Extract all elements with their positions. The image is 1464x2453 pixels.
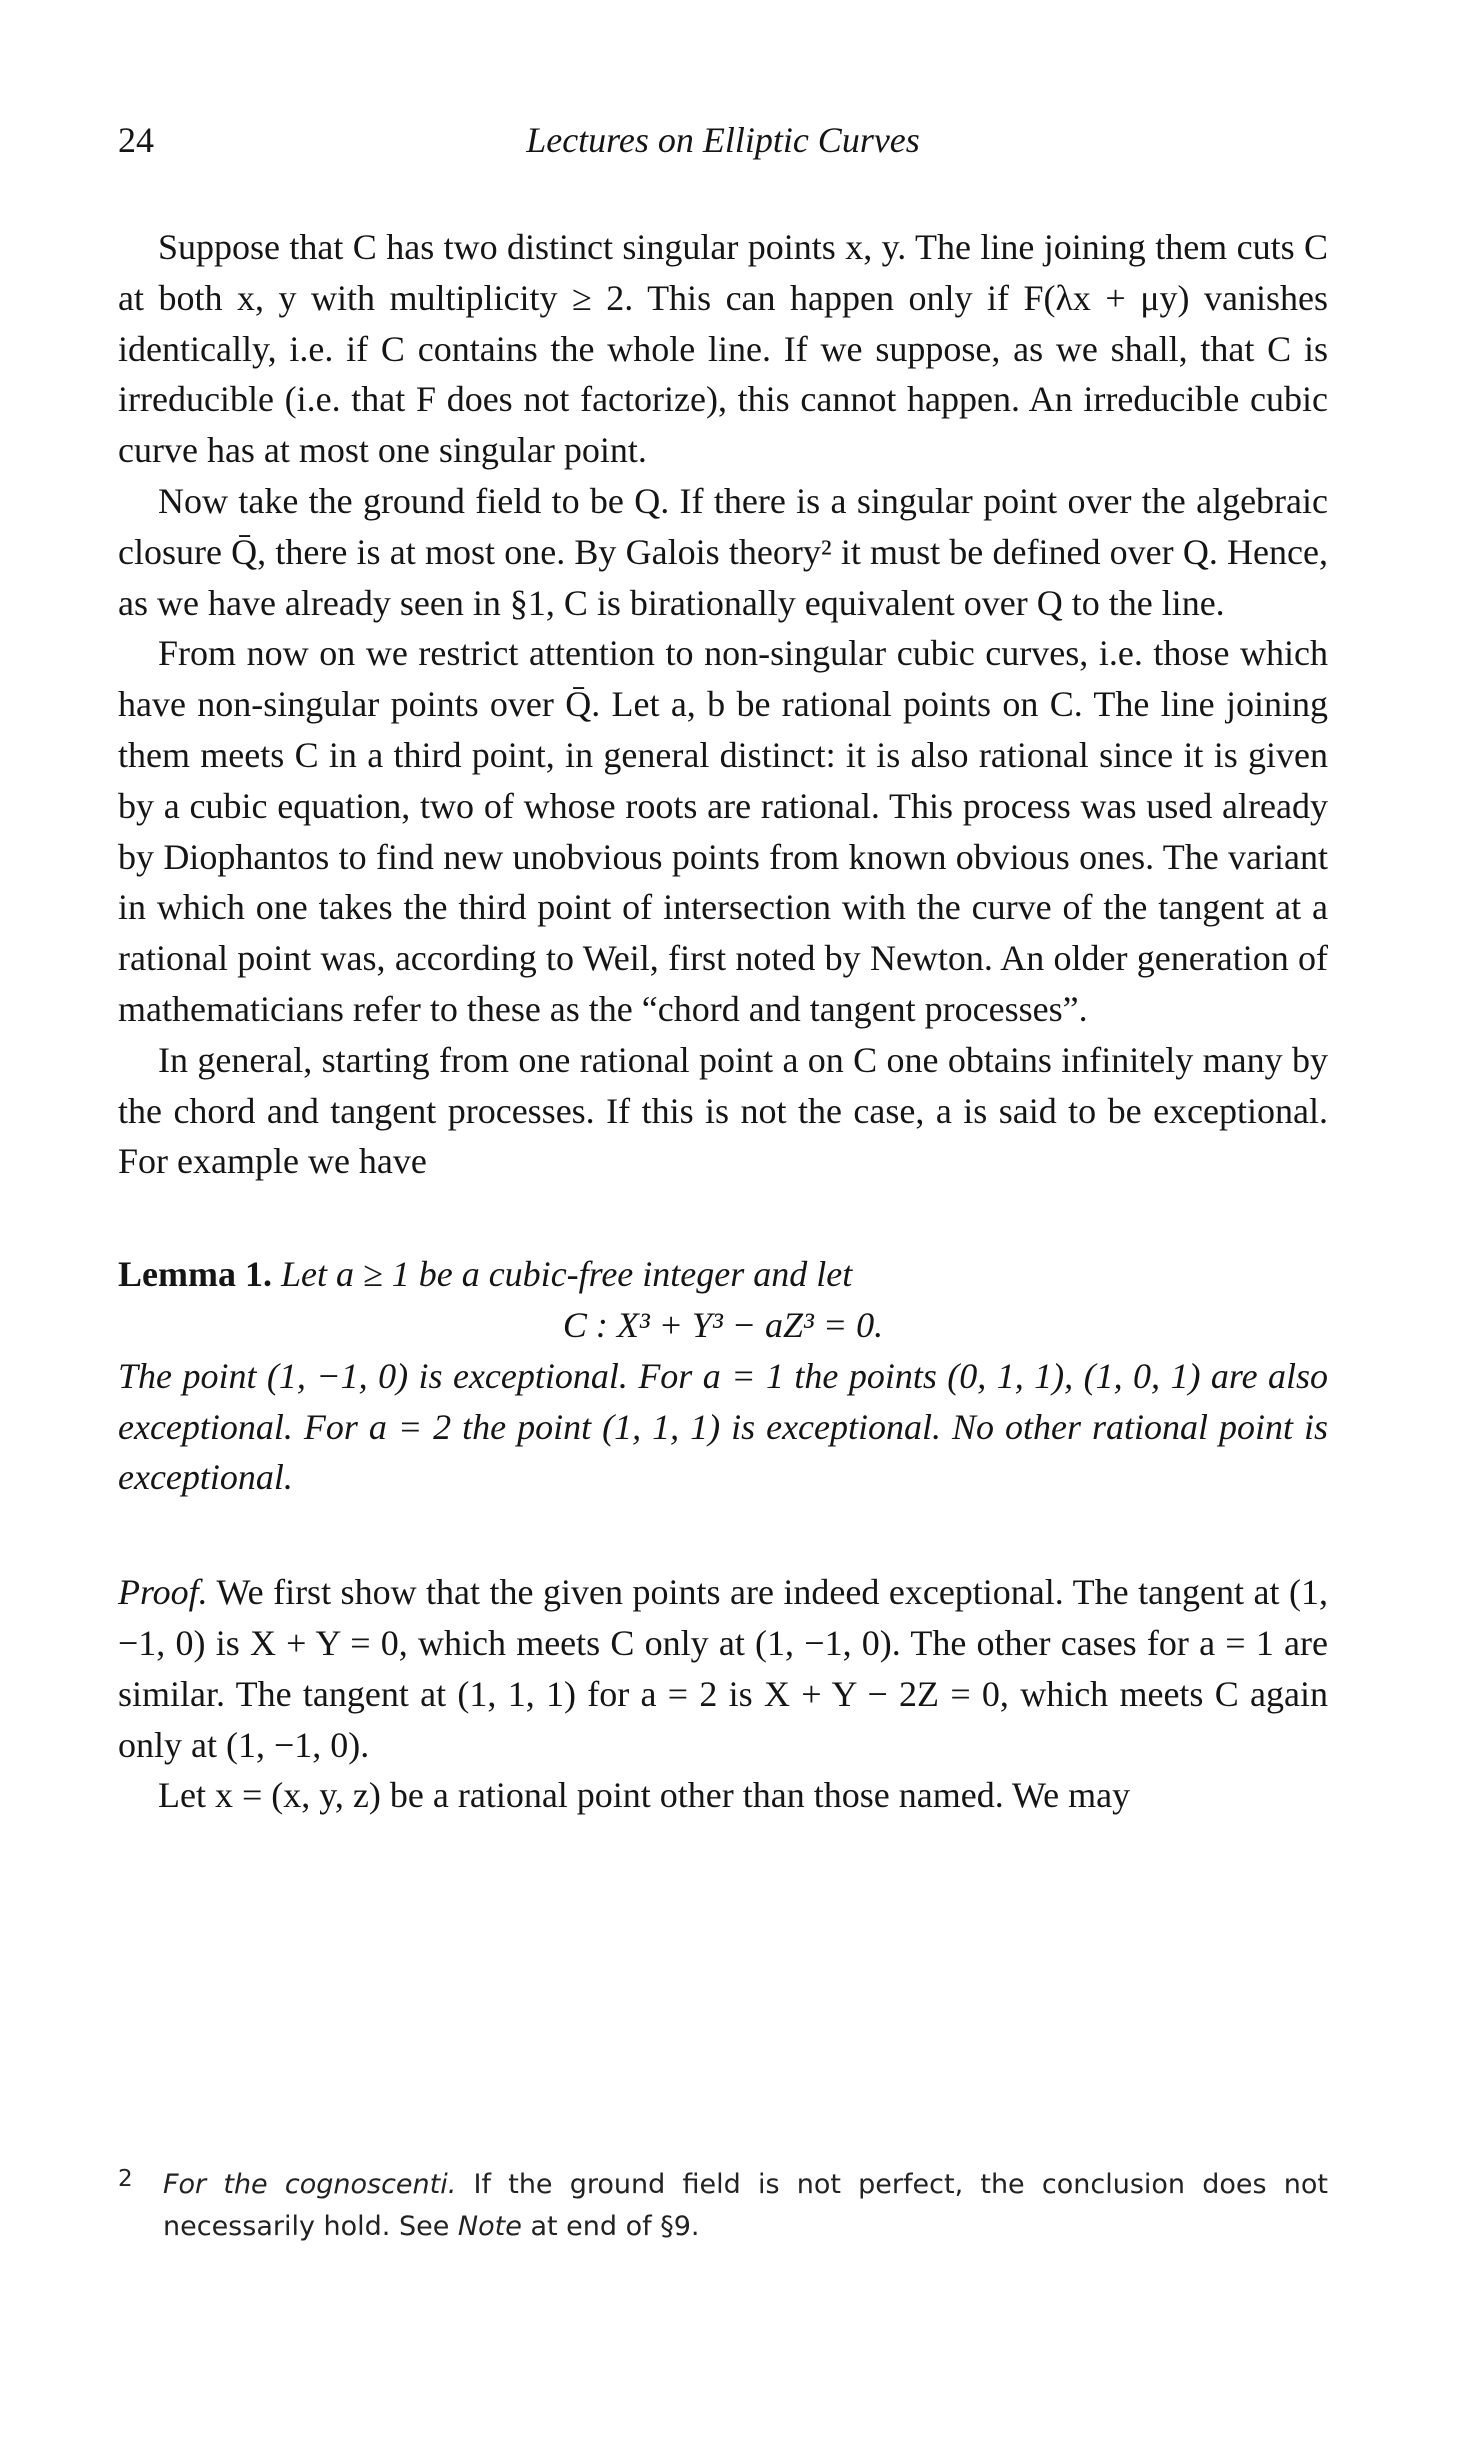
paragraph-chord-tangent: From now on we restrict attention to non-singular cubic curves, i.e. those which have non-singular points over Q̄. Let a, b be rational points on C. The line joining them meets C in a third point, in general distinct: it is also rational since it is given by a cubic equation, two of whose roots are rational. This process was used already by Diophantos to find new unobvious points from known obvious ones. The variant in which one takes the third point of intersection with the curve of the tangent at a rational point was, according to Weil, first noted by Newton. An older generation of mathematicians refer to these as the “chord and tangent processes”. [118, 633, 1328, 1029]
footnote-note-word: Note [457, 2211, 522, 2242]
proof-paragraph [118, 1567, 1328, 1770]
footnote-marker: 2 [118, 2166, 133, 2192]
footnote-text: If the ground field is not perfect, the conclusion does not necessarily hold. See [163, 2169, 1328, 2242]
lemma-heading [118, 1249, 1328, 1300]
paragraph-ground-field: Now take the ground field to be Q. If there is a singular point over the algebraic closure Q̄, there is at most one. By Galois theory² it must be defined over Q. Hence, as we have already seen in §1, C is birationally equivalent over Q to the line. [118, 480, 1328, 623]
proof-continuation: Let x = (x, y, z) be a rational point other than those named. We may [158, 1775, 1131, 1816]
footnote [118, 2164, 1328, 2248]
lemma-block [118, 1249, 1328, 1503]
proof-block [118, 1567, 1328, 1821]
body-text [118, 222, 1328, 1821]
footnote-body [163, 2164, 1328, 2248]
paragraph-exceptional: In general, starting from one rational point a on C one obtains infinitely many by the chord and tangent processes. If this is not the case, a is said to be exceptional. For example we have [118, 1039, 1328, 1182]
lemma-equation: C : X³ + Y³ − aZ³ = 0. [562, 1304, 884, 1345]
running-title: Lectures on Elliptic Curves [526, 120, 920, 160]
proof-label: Proof. [118, 1572, 208, 1613]
page-header [118, 112, 1328, 168]
footnote-tail: at end of §9. [530, 2211, 700, 2242]
lemma-hypothesis: Let a ≥ 1 be a cubic-free integer and let [280, 1254, 853, 1295]
paragraph-singular-points: Suppose that C has two distinct singular points x, y. The line joining them cuts C at both x, y with multiplicity ≥ 2. This can happen only if F(λx + μy) vanishes identically, i.e. if C contains the whole line. If we suppose, as we shall, that C is irreducible (i.e. that F does not factorize), this cannot happen. An irreducible cubic curve has at most one singular point. [118, 227, 1328, 471]
page-number: 24 [118, 120, 154, 160]
lemma-label: Lemma 1. [118, 1254, 272, 1295]
proof-text: We first show that the given points are indeed exceptional. The tangent at (1, −1, 0) is X + Y = 0, which meets C only at (1, −1, 0). The other cases for a = 1 are similar. The tangent at (1, 1, 1) for a = 2 is X + Y − 2Z = 0, which meets C again only at (1, −1, 0). [118, 1572, 1328, 1765]
footnote-lead: For the cognoscenti. [163, 2169, 457, 2200]
lemma-statement: The point (1, −1, 0) is exceptional. For a = 1 the points (0, 1, 1), (1, 0, 1) are also exceptional. For a = 2 the point (1, 1, 1) is exceptional. No other rational point is exceptional. [118, 1355, 1328, 1498]
